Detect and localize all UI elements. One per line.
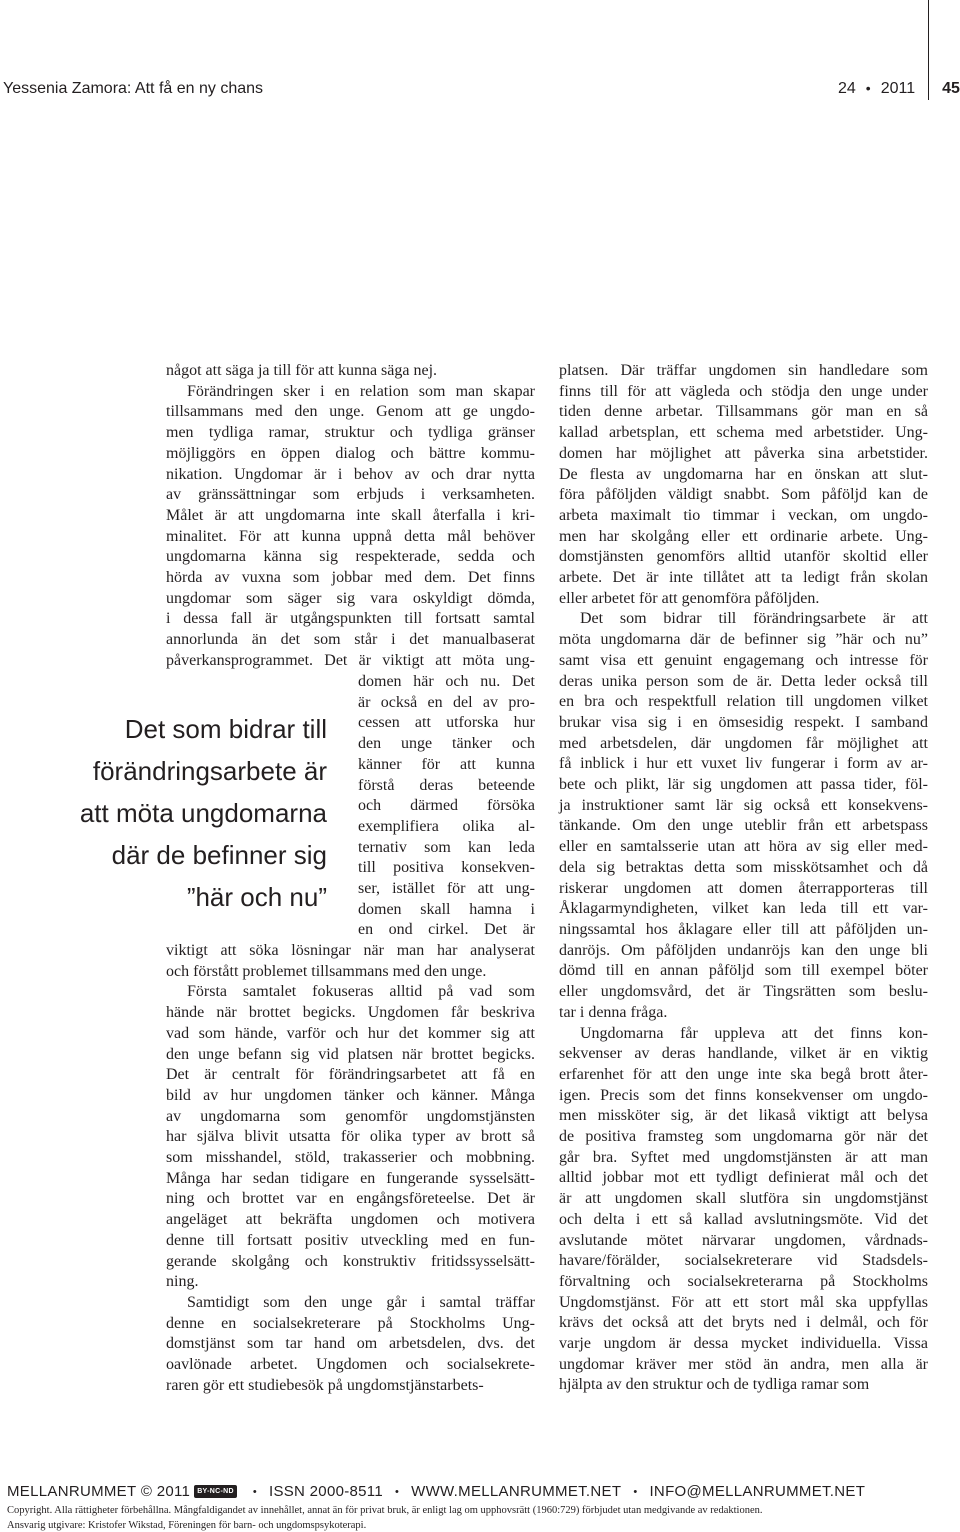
text-line: men missköter sig, är det likaså viktigt att belysa: [559, 1107, 928, 1125]
pull-quote-line: att möta ungdomarna: [79, 798, 327, 828]
text-line: är också en del av pro-: [358, 693, 535, 711]
text-line: tiden denne arbetar. Tillsammans gör man en så: [559, 403, 928, 421]
text-line: hörda av vuxna som jobbar med dem. Det finns: [166, 569, 535, 587]
text-line: och förstått problemet tillsammans med den unge.: [166, 962, 487, 980]
text-line: känner för att kunna: [358, 755, 535, 773]
text-line: är att ungdomen skall slutföra sin ungdomstjänst: [559, 1190, 928, 1208]
text-line: men har skolgång eller ett ordinarie arbete. Ung-: [559, 527, 928, 545]
text-line: bild av hur ungdomen tänker och känner. Många: [166, 1086, 535, 1104]
publisher-line: Ansvarig utgivare: Kristofer Wikstad, Föreningen för barn- och ungdomspsykoterapi.: [7, 1520, 367, 1531]
text-line: domstjänst som tar hand om arbetsdelen, dvs. det: [166, 1335, 535, 1353]
text-line: platsen. Där träffar ungdomen sin handledare som: [559, 362, 928, 379]
page-number: 45: [942, 80, 960, 97]
text-line: krävs det också att det bryts ned i delmål, och för: [559, 1314, 928, 1332]
pull-quote-line: ”här och nu”: [186, 882, 327, 912]
text-line: påverkansprogrammet. Det är viktigt att möta ung-: [166, 651, 535, 669]
column-1-top: [166, 361, 535, 672]
text-line: ning och brottet var en engångsföreteelse. Det är: [166, 1190, 535, 1208]
footer-issn: ISSN 2000-8511: [268, 1483, 383, 1500]
text-line: ungdomarna känna sig respekterade, sedda och: [166, 548, 535, 566]
text-line: arbeta maximalt tio timmar i veckan, om ungdo-: [559, 506, 928, 524]
text-line: eller en samtalsserie utan att höra av sig eller med-: [559, 838, 928, 856]
text-line: gerande skolgång och konstruktiv fritidssysselsätt-: [166, 1252, 535, 1270]
text-line: med arbetsdelen, där ungdomen får möjlighet att: [559, 734, 928, 752]
text-line: möta ungdomarna där de befinner sig ”här och nu”: [559, 631, 928, 649]
text-line: den unge tänker och: [358, 735, 535, 753]
text-line: havare/förälder, socialsekreterare vid Stadsdels-: [559, 1252, 928, 1270]
text-line: cessen att utforska hur: [358, 714, 535, 732]
text-line: den unge befann sig vid platsen när brottet begicks.: [166, 1045, 535, 1063]
text-line: tar i denna fråga.: [559, 1003, 668, 1021]
text-line: annorlunda än det som står i det manualbaserat: [166, 631, 535, 649]
text-line: en ond cirkel. Det är: [358, 921, 535, 939]
separator-dot: •: [865, 80, 871, 96]
text-line: dela sig betraktas detta som misskötsamhet och då: [559, 858, 928, 876]
text-line: erfarenhet för att den unge inte ska begå brott åter-: [559, 1065, 928, 1083]
text-line: av gränssättningar som erbjuds i verksamheten.: [166, 486, 535, 504]
footer-email-link[interactable]: INFO@MELLANRUMMET.NET: [649, 1483, 866, 1500]
text-line: Ungdomarna får uppleva att det finns kon-: [580, 1024, 928, 1042]
text-line: igen. Precis som det finns konsekvenser om ungdo-: [559, 1086, 928, 1104]
text-line: i dessa fall är utgångspunkten till fortsatt samtal: [166, 610, 535, 628]
text-line: vad som hände, varför och hur det kommer sig att: [166, 1024, 535, 1042]
text-line: ja instruktioner samt lär sig också ett konsekvens-: [559, 796, 928, 814]
text-line: avslutande mötet närvarar ungdomen, vårdnads-: [559, 1231, 928, 1249]
text-line: viktigt att söka lösningar när man har analyserat: [166, 942, 535, 959]
cc-license-icon: BY-NC-ND: [194, 1485, 237, 1498]
rights-notice: Copyright. Alla rättigheter förbehållna. Mångfaldigandet av innehållet, annat än för privat bruk, är enligt lag om upphovsrätt (1960:729) förbjudet utan medgivande av redaktionen.: [7, 1505, 763, 1516]
text-line: dömd till en annan påföljd som till exempel böter: [559, 962, 928, 980]
text-line: föra påföljden väldigt snabbt. Som påföljd kan de: [559, 486, 928, 504]
text-line: ningssamtal hos åklagare eller till att påföljden un-: [559, 920, 928, 938]
text-line: ungdomar som säger sig vara oskyldigt dömda,: [166, 589, 535, 607]
text-line: brukar visa sig i en ömsesidig respekt. I samband: [559, 713, 928, 731]
pull-quote-line: förändringsarbete är: [92, 756, 327, 786]
column-2: [559, 361, 928, 1396]
text-line: och därmed försöka: [358, 797, 535, 815]
text-line: kallad arbetsplan, ett schema med arbetstider. Ung-: [559, 424, 928, 442]
text-line: Det är centralt för förändringsarbetet att få en: [166, 1066, 535, 1084]
text-line: nikation. Ungdomar är i behov av och drar nytta: [166, 465, 535, 483]
issue-year: 2011: [880, 80, 916, 97]
text-line: De flesta av ungdomarna har en önskan att slut-: [559, 465, 928, 483]
separator-dot: •: [394, 1485, 400, 1498]
text-line: finns till för att vägleda och stödja den unge under: [559, 382, 928, 400]
separator-dot: •: [633, 1485, 638, 1498]
text-line: tillsammans med den unge. Genom att ge ungdo-: [166, 403, 535, 421]
text-line: av ungdomarna som genomför ungdomstjänsten: [166, 1107, 535, 1125]
text-line: bete och plikt, lär sig ungdomen att passa tider, föl-: [559, 776, 928, 794]
text-line: och delta i ett så kallad avslutningsmöte. Vid det: [559, 1210, 928, 1228]
text-line: ungdomar kräver mer stöd än andra, men alla är: [559, 1355, 928, 1373]
text-line: ning.: [166, 1273, 199, 1291]
text-line: Samtidigt som den unge går i samtal träffar: [187, 1293, 535, 1311]
text-line: möjliggörs en öppen dialog och bättre kommu-: [166, 444, 535, 462]
text-line: domstjänsten genomförs alltid utanför skoltid eller: [559, 548, 928, 566]
text-line: Åklagarmyndigheten, vilket kan leda till ett var-: [559, 900, 928, 918]
footer-copyright: © 2011: [140, 1483, 191, 1500]
text-line: eller ungdomsvård, det är Tingsrätten som beslu-: [559, 983, 928, 1001]
text-line: denne till fortsatt positiv utveckling med en fun-: [166, 1231, 535, 1249]
text-line: Första samtalet fokuseras alltid på vad som: [187, 983, 535, 1001]
text-line: hände när brottet begicks. Ungdomen får beskriva: [166, 1004, 535, 1022]
text-line: Ungdomstjänst. För att ett stort mål ska uppfyllas: [559, 1293, 928, 1311]
text-line: har själva blivit utsatta för olika typer av brott så: [166, 1128, 535, 1146]
text-line: hjälpta av den struktur och de tydliga ramar som: [559, 1376, 870, 1394]
separator-dot: •: [252, 1485, 257, 1498]
text-line: Målet är att ungdomarna inte skall återfalla i kri-: [166, 506, 535, 524]
footer-website-link[interactable]: WWW.MELLANRUMMET.NET: [411, 1483, 622, 1500]
text-line: något att säga ja till för att kunna säga nej.: [166, 362, 438, 379]
text-line: en bra och respektfull relation till ungdomen vilket: [559, 693, 928, 711]
text-line: men tydliga ramar, struktur och tydliga gränser: [166, 424, 535, 442]
pull-quote-line: Det som bidrar till: [124, 714, 327, 744]
text-line: eller arbetet för att genomföra påföljden.: [559, 589, 820, 607]
running-title: Yessenia Zamora: Att få en ny chans: [3, 80, 264, 97]
text-line: sekvenser av deras handlande, vilket är en viktig: [559, 1045, 928, 1063]
text-line: Förändringen sker i en relation som man skapar: [187, 382, 535, 400]
text-line: domen skall hamna i: [358, 900, 535, 918]
text-line: angeläget att bekräfta ungdomen och motivera: [166, 1211, 535, 1229]
text-line: arbete. Det är inte tillåtet att ta ledigt från skolan: [559, 569, 928, 587]
text-line: domen har möjlighet att påverka sina arbetstider.: [559, 444, 928, 462]
issue-info: [838, 80, 960, 98]
text-line: tänkande. Om den unge uteblir från ett arbetspass: [559, 817, 928, 835]
text-line: går bra. Syftet med ungdomstjänsten är att man: [559, 1148, 928, 1166]
text-line: ser, istället för att ung-: [358, 880, 535, 898]
text-line: ternativ som kan leda: [358, 838, 535, 856]
text-line: förstå deras beteende: [358, 776, 535, 794]
text-line: varje ungdom är dessa mycket individuella. Vissa: [559, 1335, 928, 1353]
text-line: samt visa ett genuint engagemang och intresse för: [559, 651, 928, 669]
text-line: till positiva konsekven-: [358, 859, 535, 877]
pull-quote: [0, 708, 327, 918]
column-1-wrap: [358, 672, 535, 941]
text-line: danröjs. Om påföljden undanröjs kan den unge bli: [559, 941, 928, 959]
text-line: som misshandel, stöld, trakasserier och mobbning.: [166, 1149, 535, 1167]
footer-publication: MELLANRUMMET: [7, 1483, 137, 1500]
text-line: alltid jobbar mot ett tydligt definierat mål och det: [559, 1169, 928, 1187]
text-line: oavlönade arbetet. Ungdomen och socialsekrete-: [166, 1356, 535, 1374]
pull-quote-line: där de befinner sig: [111, 840, 327, 870]
text-line: raren gör ett studiebesök på ungdomstjänstarbets-: [166, 1376, 484, 1394]
text-line: riskerar ungdomen att domen återrapporteras till: [559, 879, 928, 897]
text-line: domen här och nu. Det: [358, 673, 535, 690]
issue-number: 24: [838, 80, 856, 97]
text-line: exemplifiera olika al-: [358, 817, 535, 835]
text-line: deras unika person som de är. Detta leder också till: [559, 672, 928, 690]
footer-bar: [7, 1483, 865, 1500]
column-1-bottom: [166, 941, 535, 1396]
text-line: Många har sedan tidigare en fungerande sysselsätt-: [166, 1169, 535, 1187]
text-line: förvaltning och socialsekreterarna på Stockholms: [559, 1272, 928, 1290]
text-line: få inblick i hur ett vuxet liv fungerar i form av ar-: [559, 755, 928, 773]
text-line: Det som bidrar till förändringsarbete är att: [580, 610, 928, 628]
text-line: de positiva framsteg som ungdomarna gör när det: [559, 1128, 928, 1146]
text-line: denne en socialsekreterare på Stockholms Ung-: [166, 1314, 535, 1332]
text-line: minalitet. För att kunna uppnå detta mål behöver: [166, 527, 535, 545]
